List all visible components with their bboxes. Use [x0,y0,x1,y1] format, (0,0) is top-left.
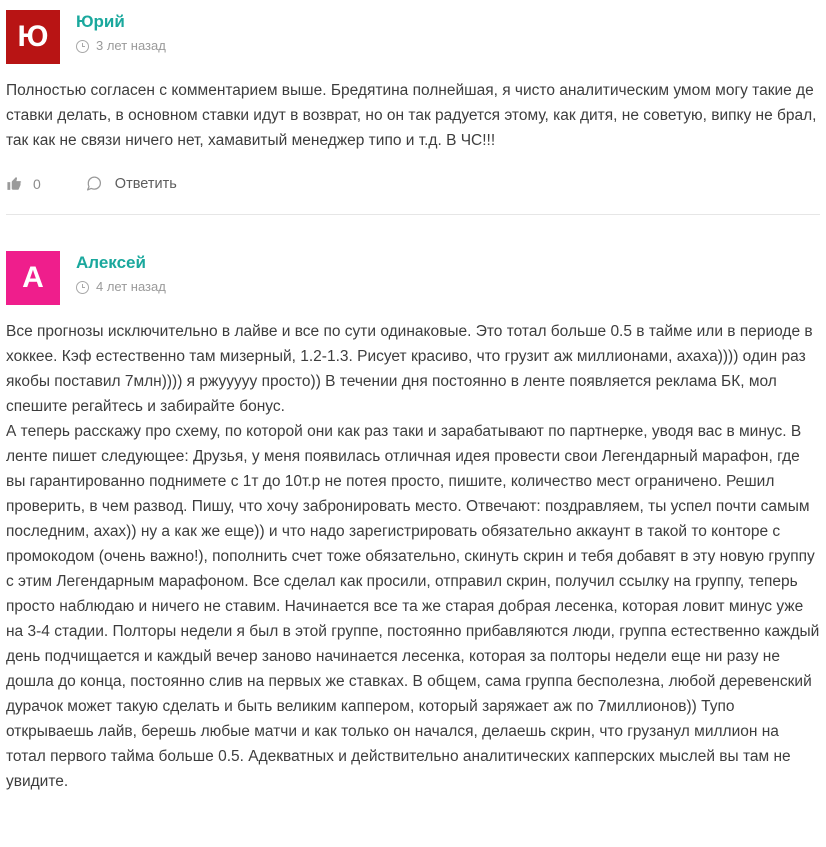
comment-paragraph: Полностью согласен с комментарием выше. Бредятина полнейшая, я чисто аналитическим умом могу такие де ставки делать, в основном ставки идут в возврат, но он так радуется этому, как дитя, не советую, випку не брал, так как не связи ничего нет, хамавитый менеджер типо и т.д. В ЧС!!! [6,82,817,149]
comment-meta [60,251,166,294]
comment-timestamp: 4 лет назад [96,279,166,294]
comment-meta [60,10,166,53]
like-action[interactable] [6,175,41,192]
reply-label[interactable]: Ответить [114,175,177,192]
clock-icon [76,281,89,294]
comments-spacer [0,215,826,241]
comment-header [6,0,820,64]
avatar-letter: Ю [17,20,49,53]
comment-author[interactable]: Юрий [76,12,125,31]
comment-text [6,64,820,153]
comment-timestamp-row [76,39,166,53]
comment-item [0,0,826,215]
reply-icon[interactable] [85,175,103,192]
thumbs-up-icon[interactable] [6,175,23,192]
reply-action[interactable] [85,175,177,192]
comment-timestamp: 3 лет назад [96,38,166,53]
like-count: 0 [33,175,41,192]
comment-author[interactable]: Алексей [76,253,146,272]
avatar [6,10,60,64]
comment-paragraph: Все прогнозы исключительно в лайве и все по сути одинаковые. Это тотал больше 0.5 в тайме или в периоде в хоккее. Кэф естественно там мизерный, 1.2-1.3. Рисует красиво, что грузит аж миллионами, ахаха)))) один раз якобы поставил 7млн)))) я ржууууу просто)) В течении дня постоянно в ленте появляется реклама БК, мол спешите регайтесь и забирайте бонус. [6,323,813,415]
comment-timestamp-row [76,280,166,294]
comment-text [6,305,820,794]
clock-icon [76,40,89,53]
comment-header [6,241,820,305]
comment-item [0,241,826,794]
avatar [6,251,60,305]
comment-paragraph: А теперь расскажу про схему, по которой они как раз таки и зарабатывают по партнерке, уводя вас в минус. В ленте пишет следующее: Друзья, у меня появилась отличная идея провести свои Легендарный марафон, где вы гарантированно поднимете с 1т до 10т.р не потея просто, пишите, количество мест ограничено. Решил проверить, в чем развод. Пишу, что хочу забронировать место. Отвечают: поздравляем, ты успел почти самым последним, ахах)) ну а как же еще)) и что надо зарегистрировать обязательно аккаунт в такой то конторе с промокодом (очень важно!), пополнить счет тоже обязательно, скинуть скрин и тебя добавят в эту новую группу с этим Легендарным марафоном. Все сделал как просили, отправил скрин, получил ссылку на группу, теперь просто наблюдаю и ничего не ставим. Начинается все та же старая добрая лесенка, которая ловит минус уже на 3-4 стадии. Полторы недели я был в этой группе, постоянно прибавляются люди, группа естественно каждый день подчищается и каждый вечер заново начинается лесенка, которая за полторы недели еще ни разу не дошла до конца, постоянно слив на первых же ставках. В общем, сама группа бесполезна, любой деревенский дурачок может такую сделать и быть великим каппером, который заряжает аж по 7миллионов)) Тупо открываешь лайв, берешь любые матчи и как только он начался, делаешь скрин, что грузанул миллион на тотал первого тайма больше 0.5. Адекватных и действительно аналитических капперских мыслей вы там не увидите. [6,423,820,790]
comment-actions [6,153,820,198]
avatar-letter: А [22,261,44,294]
